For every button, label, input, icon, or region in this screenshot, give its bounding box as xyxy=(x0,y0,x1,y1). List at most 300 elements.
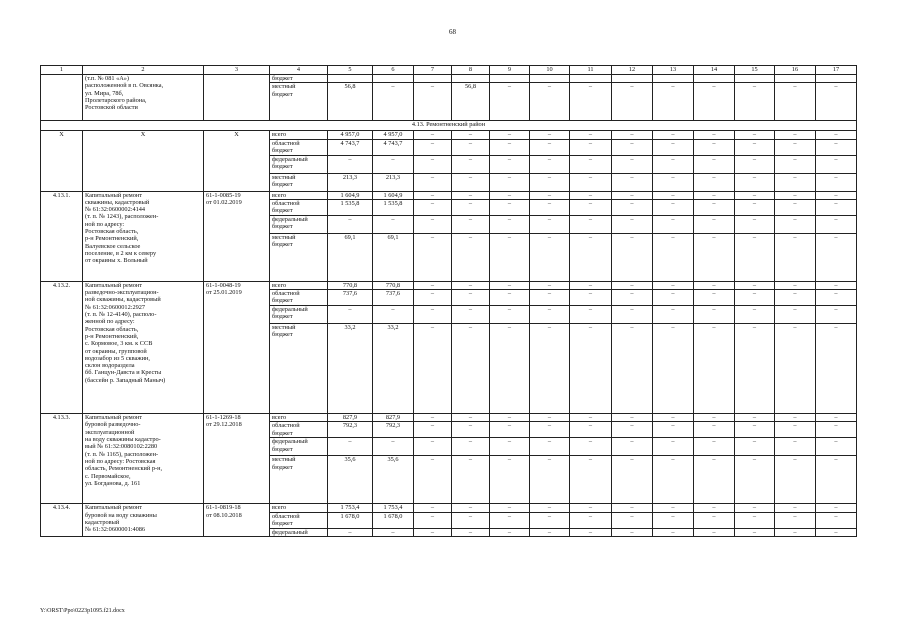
value-col-8: – xyxy=(452,155,490,173)
funding-source-cell-line: местный xyxy=(272,233,296,241)
object-name-cell-line: водозабор из 5 скважин, xyxy=(85,354,150,362)
object-name-cell xyxy=(83,75,204,121)
value-col-11: – xyxy=(570,199,612,215)
value-col-6: 33,2 xyxy=(373,324,414,414)
value-col-16 xyxy=(775,75,816,83)
value-col-16: – xyxy=(775,512,816,528)
value-col-10: – xyxy=(530,512,570,528)
object-name-cell-line: Капитальный ремонт xyxy=(85,281,143,289)
value-col-9: – xyxy=(490,281,530,289)
value-col-16: – xyxy=(775,324,816,414)
funding-source-cell-line: федеральный xyxy=(272,155,308,163)
funding-source-cell: всего xyxy=(270,131,328,139)
value-col-9: – xyxy=(490,173,530,191)
funding-source-cell: бюджет xyxy=(270,75,328,83)
value-col-6: – xyxy=(373,155,414,173)
object-doc-cell xyxy=(204,414,270,504)
value-col-17: – xyxy=(816,139,857,155)
value-col-14: – xyxy=(694,173,735,191)
object-name-cell-line: (т. п. № 12-4140), располо- xyxy=(85,311,157,319)
funding-source-cell-line: областной xyxy=(272,290,300,298)
value-col-14: – xyxy=(694,438,735,456)
value-col-16: – xyxy=(775,438,816,456)
funding-source-cell xyxy=(270,324,328,414)
object-doc-cell-line: 61-1-1269-18 xyxy=(206,414,241,422)
column-number-3: 3 xyxy=(204,66,270,75)
value-col-14: – xyxy=(694,512,735,528)
value-col-8: 56,8 xyxy=(452,83,490,121)
object-doc-cell-line: 61-1-0085-19 xyxy=(206,191,241,199)
value-col-17: – xyxy=(816,512,857,528)
object-name-cell-line: скважины, кадастровый xyxy=(85,198,150,206)
value-col-7: – xyxy=(414,414,452,422)
table-row xyxy=(41,281,857,289)
funding-source-cell-line: бюджет xyxy=(272,162,293,170)
object-name-cell-line: буровой разведочно- xyxy=(85,421,141,429)
value-col-5: 35,6 xyxy=(328,456,373,504)
object-name-cell-line: склон водораздела xyxy=(85,362,135,370)
value-col-17: – xyxy=(816,504,857,512)
value-col-7: – xyxy=(414,306,452,324)
value-col-12: – xyxy=(612,131,653,139)
object-name-cell-line: ул. Мира, 78б, xyxy=(85,89,124,97)
value-col-17: – xyxy=(816,173,857,191)
value-col-7: – xyxy=(414,131,452,139)
value-col-12: – xyxy=(612,512,653,528)
column-number-10: 10 xyxy=(530,66,570,75)
value-col-9: – xyxy=(490,528,530,536)
value-col-6: – xyxy=(373,438,414,456)
funding-source-cell-line: бюджет xyxy=(272,445,293,453)
value-col-5: – xyxy=(328,155,373,173)
value-col-15: – xyxy=(735,324,775,414)
value-col-13: – xyxy=(653,422,694,438)
value-col-10: – xyxy=(530,173,570,191)
object-number-cell: Х xyxy=(41,131,83,191)
value-col-6: 1 678,0 xyxy=(373,512,414,528)
object-name-cell-line: (т. п. № 1243), расположен- xyxy=(85,213,159,221)
value-col-13: – xyxy=(653,512,694,528)
column-number-1: 1 xyxy=(41,66,83,75)
value-col-5: 213,3 xyxy=(328,173,373,191)
value-col-10: – xyxy=(530,504,570,512)
value-col-5: 827,9 xyxy=(328,414,373,422)
value-col-13: – xyxy=(653,324,694,414)
value-col-15: – xyxy=(735,306,775,324)
value-col-5: 1 753,4 xyxy=(328,504,373,512)
value-col-10: – xyxy=(530,456,570,504)
value-col-5: – xyxy=(328,438,373,456)
funding-source-cell-line: бюджет xyxy=(272,313,293,321)
funding-source-cell xyxy=(270,438,328,456)
value-col-11: – xyxy=(570,512,612,528)
object-name-cell-line: от окраины, групповой xyxy=(85,347,147,355)
value-col-6 xyxy=(373,75,414,83)
value-col-17: – xyxy=(816,215,857,233)
value-col-5: – xyxy=(328,528,373,536)
value-col-13: – xyxy=(653,191,694,199)
value-col-12: – xyxy=(612,139,653,155)
value-col-11: – xyxy=(570,438,612,456)
value-col-16: – xyxy=(775,215,816,233)
value-col-9: – xyxy=(490,131,530,139)
object-number-cell: 4.13.3. xyxy=(41,414,83,504)
funding-source-cell-line: бюджет xyxy=(272,146,293,154)
value-col-14: – xyxy=(694,528,735,536)
value-col-8: – xyxy=(452,191,490,199)
value-col-17: – xyxy=(816,191,857,199)
funding-source-cell xyxy=(270,155,328,173)
value-col-16: – xyxy=(775,306,816,324)
funding-source-cell-line: бюджет xyxy=(272,520,293,528)
funding-source-cell-line: федеральный xyxy=(272,306,308,314)
value-col-8: – xyxy=(452,233,490,281)
object-name-cell xyxy=(83,504,204,537)
value-col-6: 213,3 xyxy=(373,173,414,191)
value-col-8: – xyxy=(452,512,490,528)
value-col-12: – xyxy=(612,306,653,324)
value-col-10: – xyxy=(530,199,570,215)
value-col-5: 4 957,0 xyxy=(328,131,373,139)
value-col-8: – xyxy=(452,139,490,155)
value-col-10: – xyxy=(530,83,570,121)
column-number-4: 4 xyxy=(270,66,328,75)
value-col-7: – xyxy=(414,422,452,438)
funding-source-cell-line: местный xyxy=(272,173,296,181)
value-col-11: – xyxy=(570,422,612,438)
page-number: 68 xyxy=(449,28,456,36)
value-col-6: – xyxy=(373,306,414,324)
funding-source-cell-line: бюджет xyxy=(272,331,293,339)
value-col-8: – xyxy=(452,281,490,289)
object-name-cell-line: (т.п. № 081 «А») xyxy=(85,75,130,82)
value-col-17: – xyxy=(816,456,857,504)
funding-source-cell-line: бюджет xyxy=(272,207,293,215)
object-name-cell-line: Капитальный ремонт xyxy=(85,191,143,199)
value-col-16: – xyxy=(775,173,816,191)
value-col-7: – xyxy=(414,173,452,191)
value-col-17: – xyxy=(816,199,857,215)
value-col-15: – xyxy=(735,83,775,121)
value-col-13: – xyxy=(653,233,694,281)
value-col-8: – xyxy=(452,504,490,512)
value-col-7: – xyxy=(414,155,452,173)
funding-source-cell-line: бюджет xyxy=(272,90,293,98)
value-col-8: – xyxy=(452,215,490,233)
district-heading-row xyxy=(41,121,857,131)
value-col-11: – xyxy=(570,290,612,306)
value-col-15: – xyxy=(735,131,775,139)
value-col-12: – xyxy=(612,422,653,438)
value-col-17: – xyxy=(816,438,857,456)
object-name-cell-line: буровой на воду скважины xyxy=(85,511,157,519)
funding-table xyxy=(40,65,857,537)
value-col-14: – xyxy=(694,414,735,422)
value-col-14: – xyxy=(694,281,735,289)
value-col-6: – xyxy=(373,528,414,536)
value-col-17: – xyxy=(816,290,857,306)
value-col-10: – xyxy=(530,422,570,438)
funding-source-cell-line: областной xyxy=(272,422,300,430)
footer-file-path: Y:\ORST\Ppo\0223p1095.f21.docx xyxy=(40,608,125,614)
value-col-12: – xyxy=(612,233,653,281)
value-col-10: – xyxy=(530,139,570,155)
object-doc-cell xyxy=(204,75,270,121)
object-name-cell-line: № 61:32:0600001:4086 xyxy=(85,526,146,534)
value-col-11: – xyxy=(570,306,612,324)
object-name-cell-line: (т. п. № 1165), расположен- xyxy=(85,450,159,458)
object-name-cell-line: с. Первомайское, xyxy=(85,472,131,480)
object-name-cell-line: на воду скважины кадастро- xyxy=(85,436,161,444)
object-name-cell-line: Капитальный ремонт xyxy=(85,414,143,422)
object-name-cell-line: р-н Ремонтненский, xyxy=(85,332,139,340)
object-name-cell-line: ной по адресу: xyxy=(85,220,125,228)
value-col-14: – xyxy=(694,131,735,139)
value-col-13 xyxy=(653,75,694,83)
object-name-cell xyxy=(83,191,204,281)
funding-source-cell xyxy=(270,306,328,324)
value-col-15: – xyxy=(735,414,775,422)
value-col-16: – xyxy=(775,281,816,289)
value-col-13: – xyxy=(653,438,694,456)
table-row xyxy=(41,414,857,422)
funding-source-cell xyxy=(270,456,328,504)
object-name-cell-line: ной скважины, кадастровый xyxy=(85,296,161,304)
object-name-cell-line: Ростовская область, xyxy=(85,228,139,236)
value-col-9: – xyxy=(490,306,530,324)
value-col-12: – xyxy=(612,199,653,215)
object-name-cell-line: № 61:32:0600012:2927 xyxy=(85,303,146,311)
object-name-cell-line: разведочно-эксплуатацион- xyxy=(85,289,159,297)
value-col-9: – xyxy=(490,438,530,456)
value-col-11: – xyxy=(570,528,612,536)
object-name-cell-line: эксплуатационной xyxy=(85,428,135,436)
value-col-7: – xyxy=(414,290,452,306)
value-col-16: – xyxy=(775,131,816,139)
value-col-17: – xyxy=(816,324,857,414)
value-col-9: – xyxy=(490,512,530,528)
funding-source-cell-line: местный xyxy=(272,83,296,91)
value-col-17: – xyxy=(816,281,857,289)
column-number-5: 5 xyxy=(328,66,373,75)
object-name-cell-line: Ростовской области xyxy=(85,104,138,112)
object-name-cell xyxy=(83,281,204,413)
funding-source-cell xyxy=(270,215,328,233)
value-col-11: – xyxy=(570,191,612,199)
value-col-7: – xyxy=(414,191,452,199)
value-col-7: – xyxy=(414,438,452,456)
value-col-16: – xyxy=(775,155,816,173)
value-col-7: – xyxy=(414,281,452,289)
value-col-14: – xyxy=(694,155,735,173)
value-col-11: – xyxy=(570,155,612,173)
value-col-13: – xyxy=(653,528,694,536)
column-number-6: 6 xyxy=(373,66,414,75)
value-col-13: – xyxy=(653,456,694,504)
value-col-13: – xyxy=(653,504,694,512)
value-col-13: – xyxy=(653,199,694,215)
value-col-14: – xyxy=(694,306,735,324)
value-col-17: – xyxy=(816,414,857,422)
funding-source-cell xyxy=(270,139,328,155)
value-col-14: – xyxy=(694,233,735,281)
funding-source-cell: всего xyxy=(270,414,328,422)
object-doc-cell-line: 61-1-0048-19 xyxy=(206,281,241,289)
object-number-cell xyxy=(41,75,83,121)
object-name-cell-line: расположенной в п. Овсянка, xyxy=(85,82,164,90)
value-col-15: – xyxy=(735,173,775,191)
value-col-11: – xyxy=(570,233,612,281)
object-name-cell-line: область, Ремонтненский р-н, xyxy=(85,465,163,473)
value-col-5: 1 604,9 xyxy=(328,191,373,199)
value-col-6: 1 535,8 xyxy=(373,199,414,215)
value-col-7: – xyxy=(414,83,452,121)
value-col-14: – xyxy=(694,139,735,155)
value-col-16: – xyxy=(775,528,816,536)
value-col-5: 69,1 xyxy=(328,233,373,281)
value-col-11: – xyxy=(570,131,612,139)
value-col-11: – xyxy=(570,281,612,289)
value-col-8: – xyxy=(452,324,490,414)
value-col-9: – xyxy=(490,414,530,422)
value-col-9 xyxy=(490,75,530,83)
value-col-12: – xyxy=(612,83,653,121)
object-name-cell-line: (бассейн р. Западный Маныч) xyxy=(85,376,166,384)
value-col-15: – xyxy=(735,512,775,528)
value-col-15: – xyxy=(735,155,775,173)
value-col-15: – xyxy=(735,281,775,289)
object-name-cell-line: Ростовская область, xyxy=(85,325,139,333)
value-col-5: 1 678,0 xyxy=(328,512,373,528)
value-col-15: – xyxy=(735,139,775,155)
object-name-cell-line: вый № 61:32:0080102:2280 xyxy=(85,443,158,451)
value-col-10: – xyxy=(530,281,570,289)
value-col-7: – xyxy=(414,528,452,536)
table-row xyxy=(41,75,857,83)
funding-source-cell xyxy=(270,233,328,281)
funding-source-cell-line: областной xyxy=(272,512,300,520)
funding-source-cell xyxy=(270,290,328,306)
value-col-15: – xyxy=(735,191,775,199)
object-name-cell-line: с. Кормовое, 3 км. к ССВ xyxy=(85,340,153,348)
value-col-6: – xyxy=(373,83,414,121)
column-number-11: 11 xyxy=(570,66,612,75)
value-col-14: – xyxy=(694,504,735,512)
value-col-5: 770,8 xyxy=(328,281,373,289)
column-number-16: 16 xyxy=(775,66,816,75)
value-col-13: – xyxy=(653,290,694,306)
object-name-cell-line: Капитальный ремонт xyxy=(85,504,143,512)
value-col-8: – xyxy=(452,131,490,139)
object-doc-cell xyxy=(204,191,270,281)
value-col-14: – xyxy=(694,199,735,215)
object-name-cell-line: ул. Богданова, д. 161 xyxy=(85,479,141,487)
value-col-15: – xyxy=(735,456,775,504)
funding-source-cell-line: федеральный xyxy=(272,215,308,223)
value-col-16: – xyxy=(775,422,816,438)
value-col-12: – xyxy=(612,290,653,306)
value-col-10: – xyxy=(530,414,570,422)
value-col-17: – xyxy=(816,83,857,121)
value-col-8: – xyxy=(452,199,490,215)
value-col-12: – xyxy=(612,173,653,191)
value-col-13: – xyxy=(653,173,694,191)
value-col-9: – xyxy=(490,233,530,281)
object-name-cell-line: Пролетарского района, xyxy=(85,96,147,104)
value-col-16: – xyxy=(775,290,816,306)
object-name-cell-line: Валуевское сельское xyxy=(85,242,141,250)
value-col-13: – xyxy=(653,281,694,289)
column-number-17: 17 xyxy=(816,66,857,75)
table-row xyxy=(41,504,857,512)
value-col-7: – xyxy=(414,512,452,528)
object-number-cell: 4.13.1. xyxy=(41,191,83,281)
value-col-10 xyxy=(530,75,570,83)
object-name-cell-line: поселение, в 2 км к северу xyxy=(85,249,157,257)
value-col-14: – xyxy=(694,83,735,121)
value-col-9: – xyxy=(490,155,530,173)
column-number-7: 7 xyxy=(414,66,452,75)
object-doc-cell-line: от 01.02.2019 xyxy=(206,198,242,206)
value-col-5: 737,6 xyxy=(328,290,373,306)
value-col-17: – xyxy=(816,528,857,536)
value-col-6: 69,1 xyxy=(373,233,414,281)
column-number-row xyxy=(41,66,857,75)
value-col-6: 1 753,4 xyxy=(373,504,414,512)
value-col-12: – xyxy=(612,215,653,233)
funding-source-cell-line: бюджет xyxy=(272,223,293,231)
value-col-8: – xyxy=(452,290,490,306)
object-name-cell: Х xyxy=(83,131,204,191)
object-doc-cell: Х xyxy=(204,131,270,191)
value-col-13: – xyxy=(653,155,694,173)
value-col-10: – xyxy=(530,438,570,456)
value-col-16: – xyxy=(775,199,816,215)
value-col-11: – xyxy=(570,414,612,422)
value-col-14: – xyxy=(694,422,735,438)
funding-source-cell-line: местный xyxy=(272,456,296,464)
value-col-15 xyxy=(735,75,775,83)
value-col-10: – xyxy=(530,290,570,306)
value-col-16: – xyxy=(775,504,816,512)
value-col-14: – xyxy=(694,324,735,414)
column-number-15: 15 xyxy=(735,66,775,75)
object-doc-cell-line: от 08.10.2018 xyxy=(206,511,242,519)
value-col-10: – xyxy=(530,191,570,199)
column-number-8: 8 xyxy=(452,66,490,75)
value-col-5: – xyxy=(328,215,373,233)
value-col-15: – xyxy=(735,199,775,215)
value-col-17: – xyxy=(816,131,857,139)
value-col-11: – xyxy=(570,324,612,414)
value-col-17: – xyxy=(816,422,857,438)
value-col-14: – xyxy=(694,456,735,504)
object-doc-cell-line: 61-1-0819-18 xyxy=(206,504,241,512)
object-doc-cell xyxy=(204,504,270,537)
value-col-13: – xyxy=(653,306,694,324)
funding-source-cell-line: федеральный xyxy=(272,438,308,446)
value-col-17: – xyxy=(816,155,857,173)
object-number-cell: 4.13.2. xyxy=(41,281,83,413)
value-col-7: – xyxy=(414,139,452,155)
funding-source-cell-line: бюджет xyxy=(272,297,293,305)
value-col-7: – xyxy=(414,215,452,233)
value-col-5: – xyxy=(328,306,373,324)
value-col-6: 4 743,7 xyxy=(373,139,414,155)
value-col-9: – xyxy=(490,199,530,215)
value-col-15: – xyxy=(735,215,775,233)
value-col-8: – xyxy=(452,438,490,456)
